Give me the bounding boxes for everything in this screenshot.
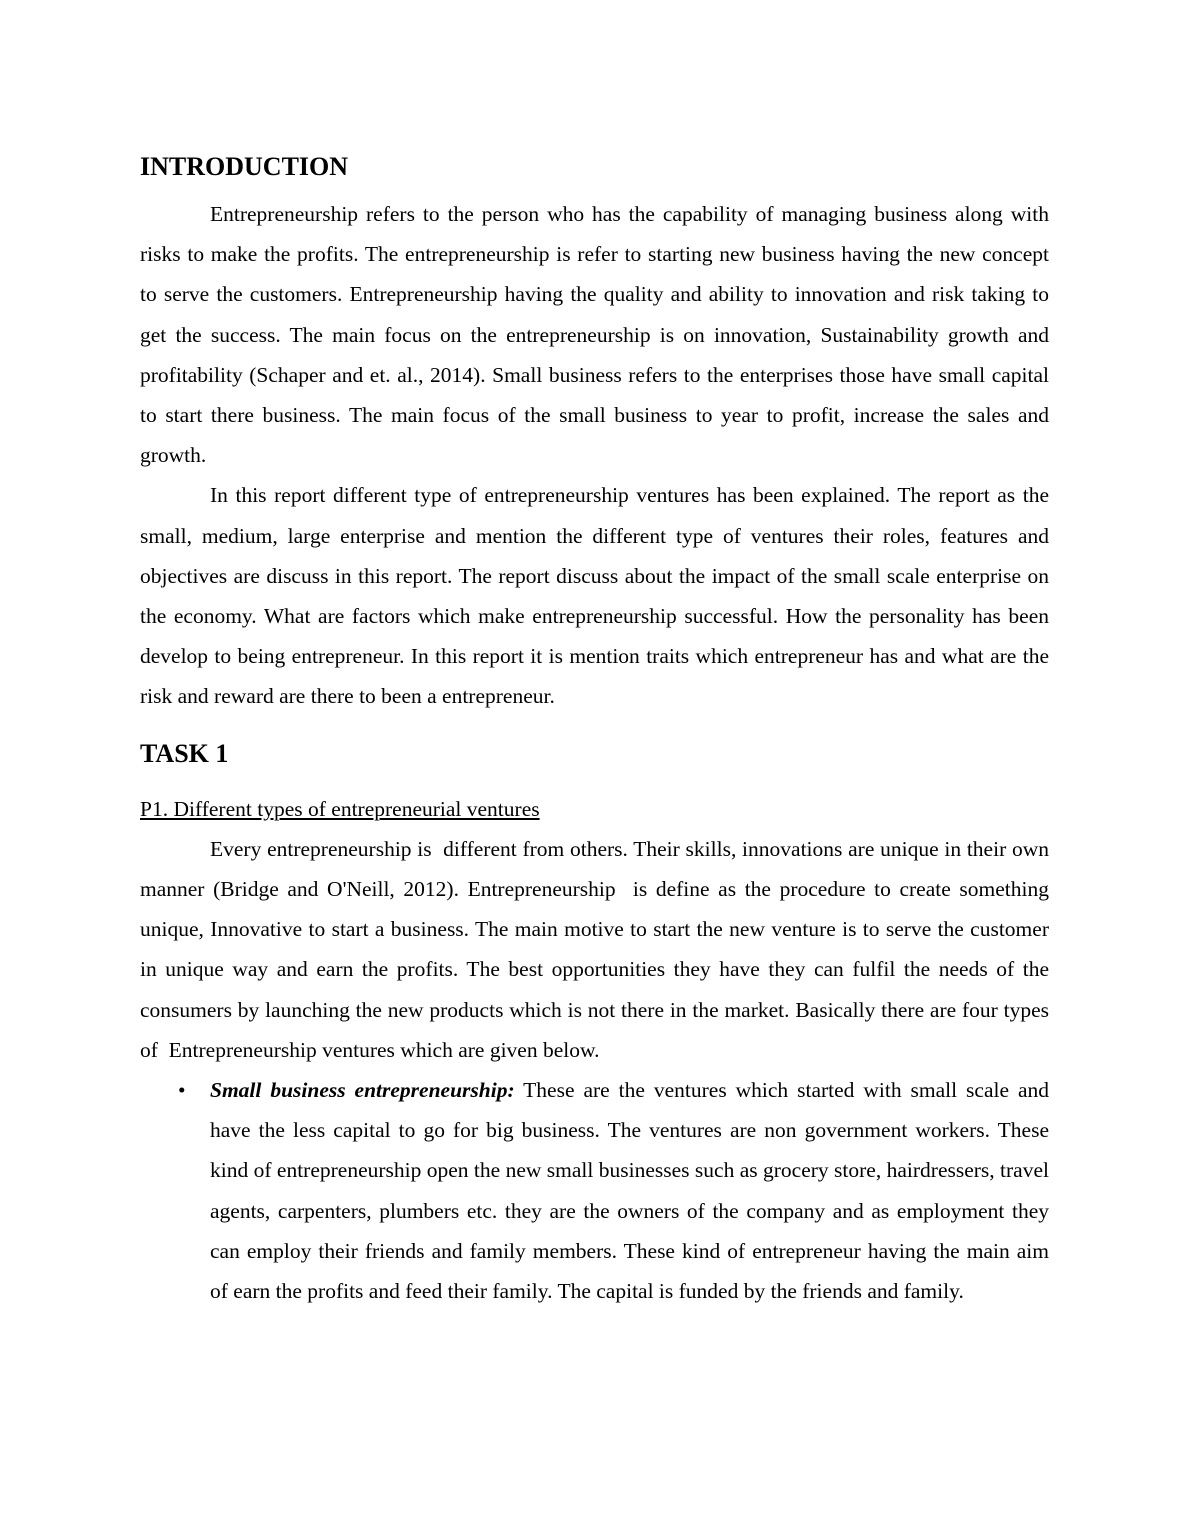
document-page: [140, 150, 1055, 1311]
list-item-lead: Small business entrepreneurship:: [210, 1078, 515, 1103]
introduction-paragraph-1: Entrepreneurship refers to the person who has the capability of managing business along with risks to make the profits. The entrepreneurship is refer to starting new business having the new concept to serve the customers. Entrepreneurship having the quality and ability to innovation and risk taking to get the success. The main focus on the entrepreneurship is on innovation, Sustainability growth and profitability (Schaper and et. al., 2014). Small business refers to the enterprises those have small capital to start there business. The main focus of the small business to year to profit, increase the sales and growth.: [140, 202, 1055, 468]
introduction-heading: INTRODUCTION: [140, 152, 349, 181]
ventures-list: [140, 1070, 1049, 1311]
task-1-heading: TASK 1: [140, 738, 229, 768]
list-item: [140, 1070, 1049, 1311]
introduction-paragraph-2: In this report different type of entrepreneurship ventures has been explained. The report as the small, medium, large enterprise and mention the different type of ventures their roles, features and objectives are discuss in this report. The report discuss about the impact of the small scale enterprise on the economy. What are factors which make entrepreneurship successful. How the personality has been develop to being entrepreneur. In this report it is mention traits which entrepreneur has and what are the risk and reward are there to been a entrepreneur.: [140, 483, 1055, 709]
task-1-subheading: P1. Different types of entrepreneurial ventures: [140, 796, 540, 821]
task-1-paragraph-1: Every entrepreneurship is different from others. Their skills, innovations are unique in their own manner (Bridge and O'Neill, 2012). Entrepreneurship is define as the procedure to create something unique, Innovative to start a business. The main motive to start the new venture is to serve the customer in unique way and earn the profits. The best opportunities they have they can fulfil the needs of the consumers by launching the new products which is not there in the market. Basically there are four types of Entrepreneurship ventures which are given below.: [140, 836, 1055, 1062]
list-item-text: These are the ventures which started with small scale and have the less capital to go for big business. The ventures are non government workers. These kind of entrepreneurship open the new small businesses such as grocery store, hairdressers, travel agents, carpenters, plumbers etc. they are the owners of the company and as employment they can employ their friends and family members. These kind of entrepreneur having the main aim of earn the profits and feed their family. The capital is funded by the friends and family.: [210, 1078, 1049, 1304]
bullet-icon: •: [178, 1078, 186, 1103]
